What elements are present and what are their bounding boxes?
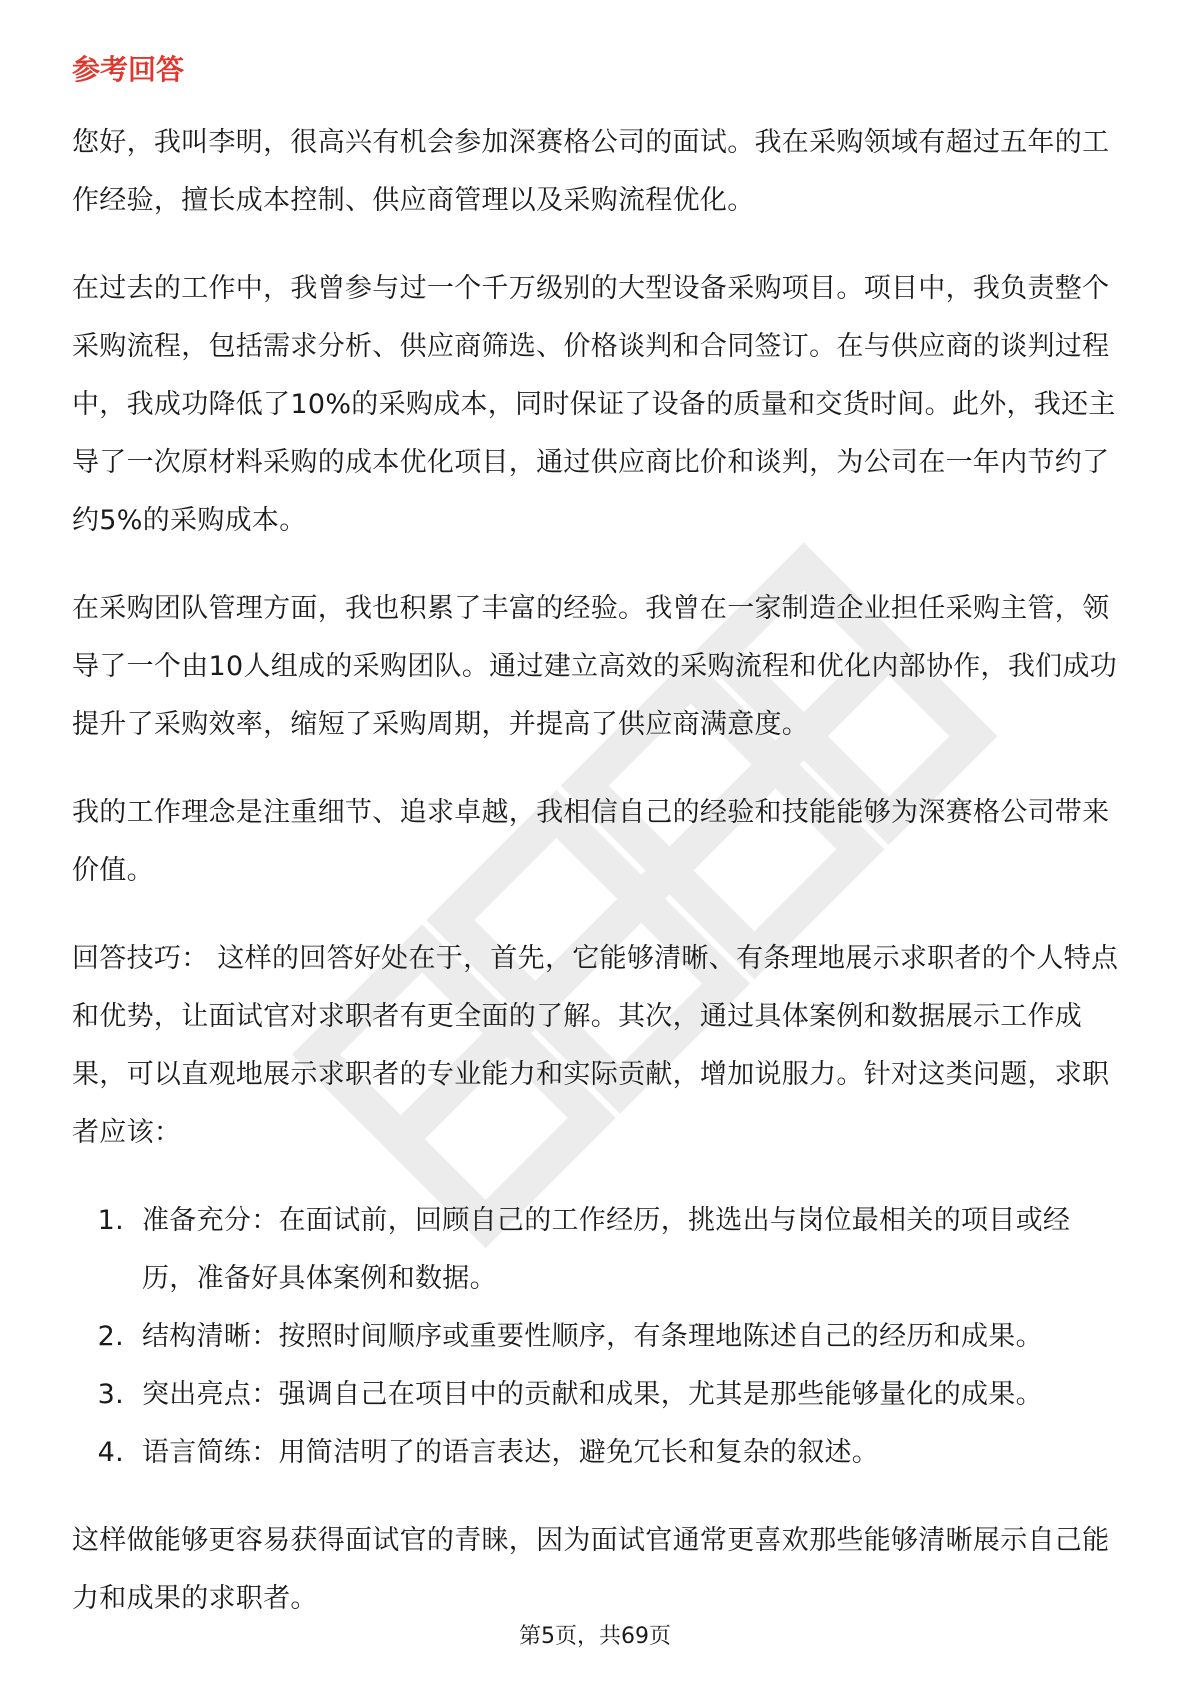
page-number: 第5页，共69页 — [519, 1624, 671, 1649]
tips-list — [72, 1192, 1122, 1482]
list-item-number: 2. — [97, 1321, 124, 1352]
paragraph-answer-tips: 回答技巧： 这样的回答好处在于，首先，它能够清晰、有条理地展示求职者的个人特点和优势，让面试官对求职者有更全面的了解。其次，通过具体案例和数据展示工作成果，可以直观地展示求职者的专业能力和实际贡献，增加说服力。针对这类问题，求职者应该： — [72, 943, 1119, 1148]
section-title: 参考回答 — [72, 53, 185, 86]
list-item-text: 突出亮点：强调自己在项目中的贡献和成果，尤其是那些能够量化的成果。 — [142, 1379, 1043, 1410]
list-item-number: 4. — [97, 1437, 124, 1468]
list-item-text: 语言简练：用简洁明了的语言表达，避免冗长和复杂的叙述。 — [142, 1437, 880, 1468]
list-item-text: 准备充分：在面试前，回顾自己的工作经历，挑选出与岗位最相关的项目或经历，准备好具体案例和数据。 — [142, 1205, 1071, 1294]
paragraph-philosophy: 我的工作理念是注重细节、追求卓越，我相信自己的经验和技能能够为深赛格公司带来价值。 — [72, 797, 1110, 886]
list-item-number: 1. — [97, 1205, 124, 1236]
list-item-number: 3. — [97, 1379, 124, 1410]
list-item-text: 结构清晰：按照时间顺序或重要性顺序，有条理地陈述自己的经历和成果。 — [142, 1321, 1043, 1352]
paragraph-experience: 在过去的工作中，我曾参与过一个千万级别的大型设备采购项目。项目中，我负责整个采购流程，包括需求分析、供应商筛选、价格谈判和合同签订。在与供应商的谈判过程中，我成功降低了10%的采购成本，同时保证了设备的质量和交货时间。此外，我还主导了一次原材料采购的成本优化项目，通过供应商比价和谈判，为公司在一年内节约了约5%的采购成本。 — [72, 273, 1116, 536]
list-item — [72, 1366, 1122, 1424]
list-item — [72, 1424, 1122, 1482]
document-content — [72, 50, 1122, 1658]
paragraph-closing: 这样做能够更容易获得面试官的青睐，因为面试官通常更喜欢那些能够清晰展示自己能力和成果的求职者。 — [72, 1525, 1110, 1614]
paragraph-intro: 您好，我叫李明，很高兴有机会参加深赛格公司的面试。我在采购领域有超过五年的工作经验，擅长成本控制、供应商管理以及采购流程优化。 — [72, 127, 1110, 216]
list-item — [72, 1308, 1122, 1366]
paragraph-team-management: 在采购团队管理方面，我也积累了丰富的经验。我曾在一家制造企业担任采购主管，领导了一个由10人组成的采购团队。通过建立高效的采购流程和优化内部协作，我们成功提升了采购效率，缩短了采购周期，并提高了供应商满意度。 — [72, 593, 1118, 740]
list-item — [72, 1192, 1122, 1308]
